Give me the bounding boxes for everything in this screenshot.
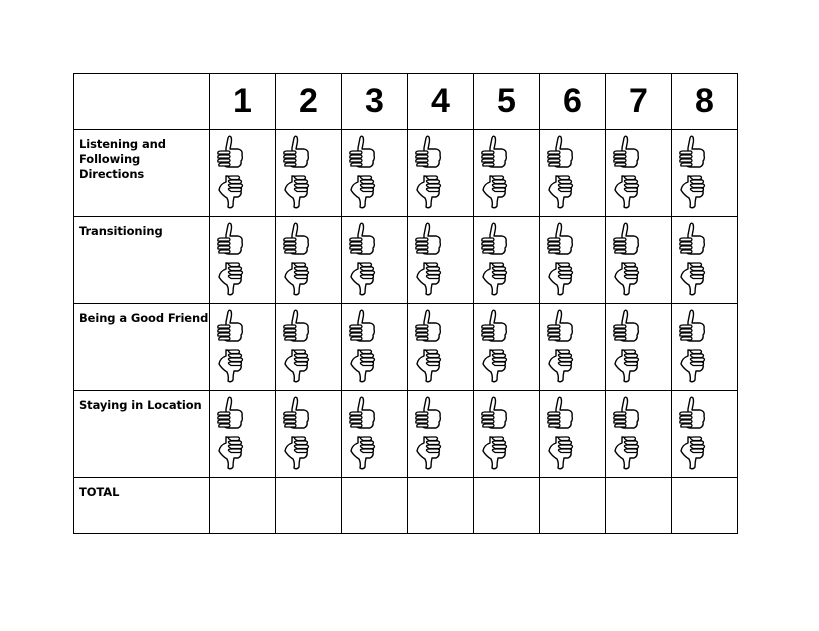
- day-header-cell: [342, 74, 408, 130]
- thumbs-up-icon[interactable]: [214, 134, 248, 172]
- thumbs-up-icon[interactable]: [412, 221, 446, 259]
- thumbs-group: [408, 391, 473, 471]
- rating-cell: [540, 391, 606, 478]
- rating-cell: [474, 130, 540, 217]
- behavior-chart: [73, 73, 738, 534]
- thumbs-group: [540, 391, 605, 471]
- total-cell[interactable]: [606, 478, 672, 534]
- thumbs-group: [606, 391, 671, 471]
- behavior-label-line1: Listening and: [79, 137, 166, 151]
- thumbs-down-icon[interactable]: [412, 172, 446, 210]
- thumbs-up-icon[interactable]: [214, 221, 248, 259]
- thumbs-group: [408, 217, 473, 297]
- thumbs-up-icon[interactable]: [346, 221, 380, 259]
- rating-cell: [606, 391, 672, 478]
- thumbs-down-icon[interactable]: [610, 346, 644, 384]
- behavior-label-line2: Following Directions: [79, 152, 145, 181]
- thumbs-up-icon[interactable]: [280, 308, 314, 346]
- thumbs-group: [342, 130, 407, 210]
- behavior-label-cell: [74, 304, 210, 391]
- thumbs-down-icon[interactable]: [214, 433, 248, 471]
- rating-cell: [408, 304, 474, 391]
- thumbs-group: [474, 391, 539, 471]
- rating-cell: [342, 130, 408, 217]
- behavior-label: [74, 304, 209, 326]
- thumbs-group: [540, 304, 605, 384]
- thumbs-down-icon[interactable]: [544, 433, 578, 471]
- rating-cell: [672, 217, 738, 304]
- total-row: [74, 478, 738, 534]
- day-number: 2: [299, 82, 318, 120]
- thumbs-up-icon[interactable]: [544, 395, 578, 433]
- thumbs-group: [672, 391, 737, 471]
- thumbs-up-icon[interactable]: [544, 134, 578, 172]
- rating-cell: [408, 130, 474, 217]
- rating-cell: [276, 304, 342, 391]
- thumbs-down-icon[interactable]: [280, 259, 314, 297]
- rating-cell: [276, 217, 342, 304]
- thumbs-group: [606, 130, 671, 210]
- behavior-label-line1: Staying in Location: [79, 398, 202, 412]
- total-cell[interactable]: [276, 478, 342, 534]
- rating-cell: [342, 391, 408, 478]
- behavior-row: [74, 130, 738, 217]
- thumbs-up-icon[interactable]: [280, 134, 314, 172]
- behavior-row: [74, 304, 738, 391]
- day-number: 8: [695, 82, 714, 120]
- thumbs-down-icon[interactable]: [346, 433, 380, 471]
- thumbs-down-icon[interactable]: [544, 172, 578, 210]
- thumbs-down-icon[interactable]: [544, 259, 578, 297]
- total-cell[interactable]: [672, 478, 738, 534]
- thumbs-group: [672, 217, 737, 297]
- day-header-cell: [540, 74, 606, 130]
- day-header-cell: [276, 74, 342, 130]
- day-header-cell: [672, 74, 738, 130]
- rating-cell: [210, 217, 276, 304]
- behavior-label: [74, 130, 209, 182]
- thumbs-down-icon[interactable]: [214, 259, 248, 297]
- thumbs-down-icon[interactable]: [214, 172, 248, 210]
- total-cell[interactable]: [408, 478, 474, 534]
- thumbs-group: [276, 130, 341, 210]
- rating-cell: [540, 130, 606, 217]
- thumbs-down-icon[interactable]: [478, 346, 512, 384]
- rating-cell: [408, 217, 474, 304]
- corner-cell: [74, 74, 210, 130]
- thumbs-group: [606, 304, 671, 384]
- thumbs-up-icon[interactable]: [412, 134, 446, 172]
- thumbs-down-icon[interactable]: [280, 346, 314, 384]
- rating-cell: [342, 217, 408, 304]
- rating-cell: [606, 304, 672, 391]
- thumbs-down-icon[interactable]: [676, 259, 710, 297]
- thumbs-down-icon[interactable]: [676, 172, 710, 210]
- thumbs-group: [672, 304, 737, 384]
- thumbs-up-icon[interactable]: [478, 395, 512, 433]
- behavior-label-line1: Being a Good Friend: [79, 311, 209, 325]
- behavior-label: [74, 217, 209, 239]
- thumbs-group: [342, 217, 407, 297]
- behavior-label-cell: [74, 391, 210, 478]
- thumbs-up-icon[interactable]: [610, 395, 644, 433]
- thumbs-up-icon[interactable]: [610, 308, 644, 346]
- thumbs-up-icon[interactable]: [676, 134, 710, 172]
- thumbs-group: [408, 304, 473, 384]
- day-header-cell: [606, 74, 672, 130]
- behavior-label-line1: Transitioning: [79, 224, 163, 238]
- total-cell[interactable]: [342, 478, 408, 534]
- thumbs-up-icon[interactable]: [610, 221, 644, 259]
- thumbs-group: [540, 217, 605, 297]
- thumbs-down-icon[interactable]: [610, 259, 644, 297]
- day-number: 6: [563, 82, 582, 120]
- thumbs-down-icon[interactable]: [544, 346, 578, 384]
- thumbs-up-icon[interactable]: [346, 308, 380, 346]
- total-label-cell: [74, 478, 210, 534]
- behavior-label: [74, 391, 209, 413]
- rating-cell: [672, 304, 738, 391]
- thumbs-up-icon[interactable]: [478, 134, 512, 172]
- thumbs-down-icon[interactable]: [610, 433, 644, 471]
- rating-cell: [210, 304, 276, 391]
- rating-cell: [408, 391, 474, 478]
- thumbs-group: [276, 391, 341, 471]
- total-cell[interactable]: [474, 478, 540, 534]
- thumbs-group: [606, 217, 671, 297]
- rating-cell: [474, 304, 540, 391]
- header-row: [74, 74, 738, 130]
- thumbs-down-icon[interactable]: [280, 172, 314, 210]
- thumbs-up-icon[interactable]: [280, 221, 314, 259]
- thumbs-up-icon[interactable]: [214, 308, 248, 346]
- total-cell[interactable]: [210, 478, 276, 534]
- rating-cell: [210, 391, 276, 478]
- thumbs-down-icon[interactable]: [478, 259, 512, 297]
- day-number: 7: [629, 82, 648, 120]
- rating-cell: [474, 217, 540, 304]
- thumbs-down-icon[interactable]: [412, 433, 446, 471]
- day-number: 3: [365, 82, 384, 120]
- thumbs-up-icon[interactable]: [478, 308, 512, 346]
- thumbs-up-icon[interactable]: [676, 221, 710, 259]
- thumbs-up-icon[interactable]: [412, 395, 446, 433]
- thumbs-group: [210, 217, 275, 297]
- thumbs-up-icon[interactable]: [346, 134, 380, 172]
- behavior-label-cell: [74, 130, 210, 217]
- thumbs-up-icon[interactable]: [346, 395, 380, 433]
- day-number: 5: [497, 82, 516, 120]
- thumbs-group: [342, 391, 407, 471]
- behavior-row: [74, 391, 738, 478]
- rating-cell: [606, 217, 672, 304]
- thumbs-group: [210, 130, 275, 210]
- thumbs-up-icon[interactable]: [676, 395, 710, 433]
- thumbs-group: [408, 130, 473, 210]
- thumbs-down-icon[interactable]: [280, 433, 314, 471]
- thumbs-group: [474, 304, 539, 384]
- day-number: 1: [233, 82, 252, 120]
- thumbs-group: [540, 130, 605, 210]
- thumbs-group: [342, 304, 407, 384]
- rating-cell: [540, 217, 606, 304]
- thumbs-up-icon[interactable]: [412, 308, 446, 346]
- rating-cell: [210, 130, 276, 217]
- day-header-cell: [210, 74, 276, 130]
- thumbs-group: [210, 391, 275, 471]
- thumbs-down-icon[interactable]: [346, 346, 380, 384]
- thumbs-down-icon[interactable]: [610, 172, 644, 210]
- thumbs-down-icon[interactable]: [412, 259, 446, 297]
- thumbs-up-icon[interactable]: [280, 395, 314, 433]
- thumbs-group: [474, 130, 539, 210]
- thumbs-up-icon[interactable]: [214, 395, 248, 433]
- thumbs-group: [276, 304, 341, 384]
- thumbs-down-icon[interactable]: [346, 259, 380, 297]
- thumbs-down-icon[interactable]: [412, 346, 446, 384]
- thumbs-down-icon[interactable]: [676, 433, 710, 471]
- total-label: TOTAL: [79, 485, 120, 499]
- thumbs-down-icon[interactable]: [676, 346, 710, 384]
- rating-cell: [672, 391, 738, 478]
- thumbs-down-icon[interactable]: [478, 172, 512, 210]
- thumbs-group: [672, 130, 737, 210]
- total-cell[interactable]: [540, 478, 606, 534]
- rating-cell: [474, 391, 540, 478]
- day-number: 4: [431, 82, 450, 120]
- thumbs-up-icon[interactable]: [544, 308, 578, 346]
- thumbs-group: [276, 217, 341, 297]
- day-header-cell: [474, 74, 540, 130]
- rating-cell: [342, 304, 408, 391]
- rating-cell: [540, 304, 606, 391]
- behavior-row: [74, 217, 738, 304]
- thumbs-up-icon[interactable]: [544, 221, 578, 259]
- thumbs-down-icon[interactable]: [478, 433, 512, 471]
- thumbs-up-icon[interactable]: [676, 308, 710, 346]
- thumbs-down-icon[interactable]: [214, 346, 248, 384]
- thumbs-group: [474, 217, 539, 297]
- behavior-label-cell: [74, 217, 210, 304]
- thumbs-down-icon[interactable]: [346, 172, 380, 210]
- thumbs-up-icon[interactable]: [478, 221, 512, 259]
- thumbs-up-icon[interactable]: [610, 134, 644, 172]
- day-header-cell: [408, 74, 474, 130]
- thumbs-group: [210, 304, 275, 384]
- rating-cell: [606, 130, 672, 217]
- rating-cell: [276, 391, 342, 478]
- rating-cell: [672, 130, 738, 217]
- rating-cell: [276, 130, 342, 217]
